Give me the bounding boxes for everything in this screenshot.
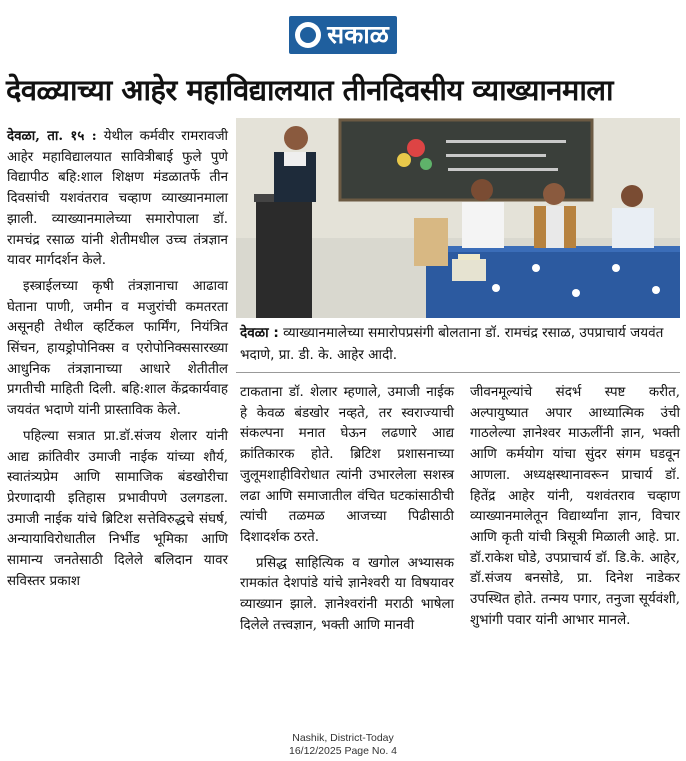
photo-caption	[240, 322, 680, 366]
sun-emblem-icon	[295, 22, 321, 48]
sakal-logo	[289, 16, 397, 54]
article-column-3	[470, 383, 680, 636]
caption-text: व्याख्यानमालेच्या समारोपप्रसंगी बोलताना डॉ. रामचंद्र रसाळ, उपप्राचार्य जयवंत भदाणे, प्रा. डी. के. आहेर आदी.	[240, 325, 664, 363]
caption-divider	[236, 372, 680, 373]
paragraph: प्रसिद्ध साहित्यिक व खगोल अभ्यासक रामकांत देशपांडे यांचे ज्ञानेश्वरी या विषयावर व्याख्यान झाले. ज्ञानेश्वरांनी मराठी भाषेला दिलेले तत्त्वज्ञान, भक्ती आणि मानवी	[240, 555, 454, 633]
paragraph: जीवनमूल्यांचे संदर्भ स्पष्ट करीत, अल्पायुष्यात अपार आध्यात्मिक उंची गाठलेल्या ज्ञानेश्वर माऊलींनी ज्ञान, भक्ती आणि कर्मयोग यांचा सुंदर संगम घडवून आणला. अध्यक्षस्थानावरून प्राचार्य डॉ. हितेंद्र आहेर यांनी, यशवंतराव चव्हाण व्याख्यानमालेतून विद्यार्थ्यांना ज्ञान, विचार आणि कृती यांची त्रिसूत्री मिळाली आहे. प्रा. डॉ.राकेश घोडे, उपप्राचार्य डॉ. डि.के. आहेर, डॉ.संजय बनसोडे, प्रा. दिनेश नाडेकर उपस्थित होते. तन्मय पगार, तनुजा सूर्यवंशी, शुभांगी पवार यांनी आभार मानले.	[470, 385, 680, 628]
article-column-2	[240, 383, 454, 641]
paragraph: पहिल्या सत्रात प्रा.डॉ.संजय शेलार यांनी आद्य क्रांतिवीर उमाजी नाईक यांच्या शौर्य, स्वातंत्र्यप्रेम आणि सामाजिक बंडखोरीचा प्रेरणादायी इतिहास प्रभावीपणे उलगडला. उमाजी नाईक यांचे ब्रिटिश सत्तेविरुद्धचे संघर्ष, अन्यायाविरोधातील निर्भीड भूमिका आणि सामान्य जनतेसाठी दिलेले बलिदान यावर सविस्तर प्रकाश	[7, 428, 228, 589]
newspaper-name: सकाळ	[327, 20, 389, 49]
dateline: देवळा, ता. १५ :	[7, 128, 97, 144]
caption-place: देवळा :	[240, 325, 279, 341]
footer-date-page: 16/12/2025 Page No. 4	[288, 745, 397, 757]
event-photo-illustration	[236, 118, 680, 318]
paragraph: इस्त्राईलच्या कृषी तंत्रज्ञानाचा आढावा घेताना पाणी, जमीन व मजुरांची कमतरता असूनही तेथील व्हर्टिकल फार्मिंग, नियंत्रित सिंचन, हायड्रोपोनिक्स व एरोपोनिक्ससारख्या आधुनिक तंत्रज्ञानाच्या आधारे शेतीतील प्रगतीची माहिती दिली. बहि:शाल केंद्रकार्यवाह जयवंत भदाणे यांनी प्रास्ताविक केले.	[7, 278, 228, 419]
headline: देवळ्याच्या आहेर महाविद्यालयात तीनदिवसीय व्याख्यानमाला	[6, 73, 614, 107]
event-photo	[236, 118, 680, 318]
page-footer	[0, 732, 686, 758]
article-column-1	[7, 126, 228, 597]
masthead	[0, 16, 686, 54]
paragraph: टाकताना डॉ. शेलार म्हणाले, उमाजी नाईक हे केवळ बंडखोर नव्हते, तर स्वराज्याची संकल्पना मनात घेऊन लढणारे आद्य क्रांतिकारक होते. ब्रिटिश प्रशासनाच्या जुलूमशाहीविरोधात त्यांनी उभारलेला सशस्त्र लढा आणि समाजातील वंचित घटकांसाठीची त्यांची तळमळ आजच्या पिढीसाठी दिशादर्शक ठरते.	[240, 385, 454, 545]
paragraph: येथील कर्मवीर रामरावजी आहेर महाविद्यालयात सावित्रीबाई फुले पुणे विद्यापीठ बहि:शाल शिक्षण मंडळातर्फे तीन दिवसांची यशवंतराव चव्हाण व्याख्यानमाला झाली. व्याख्यानमालेच्या समारोपाला डॉ. रामचंद्र रसाळ यांनी शेतीमधील उच्च तंत्रज्ञान यावर मार्गदर्शन केले.	[7, 129, 228, 269]
footer-edition: Nashik, District-Today	[292, 732, 394, 744]
